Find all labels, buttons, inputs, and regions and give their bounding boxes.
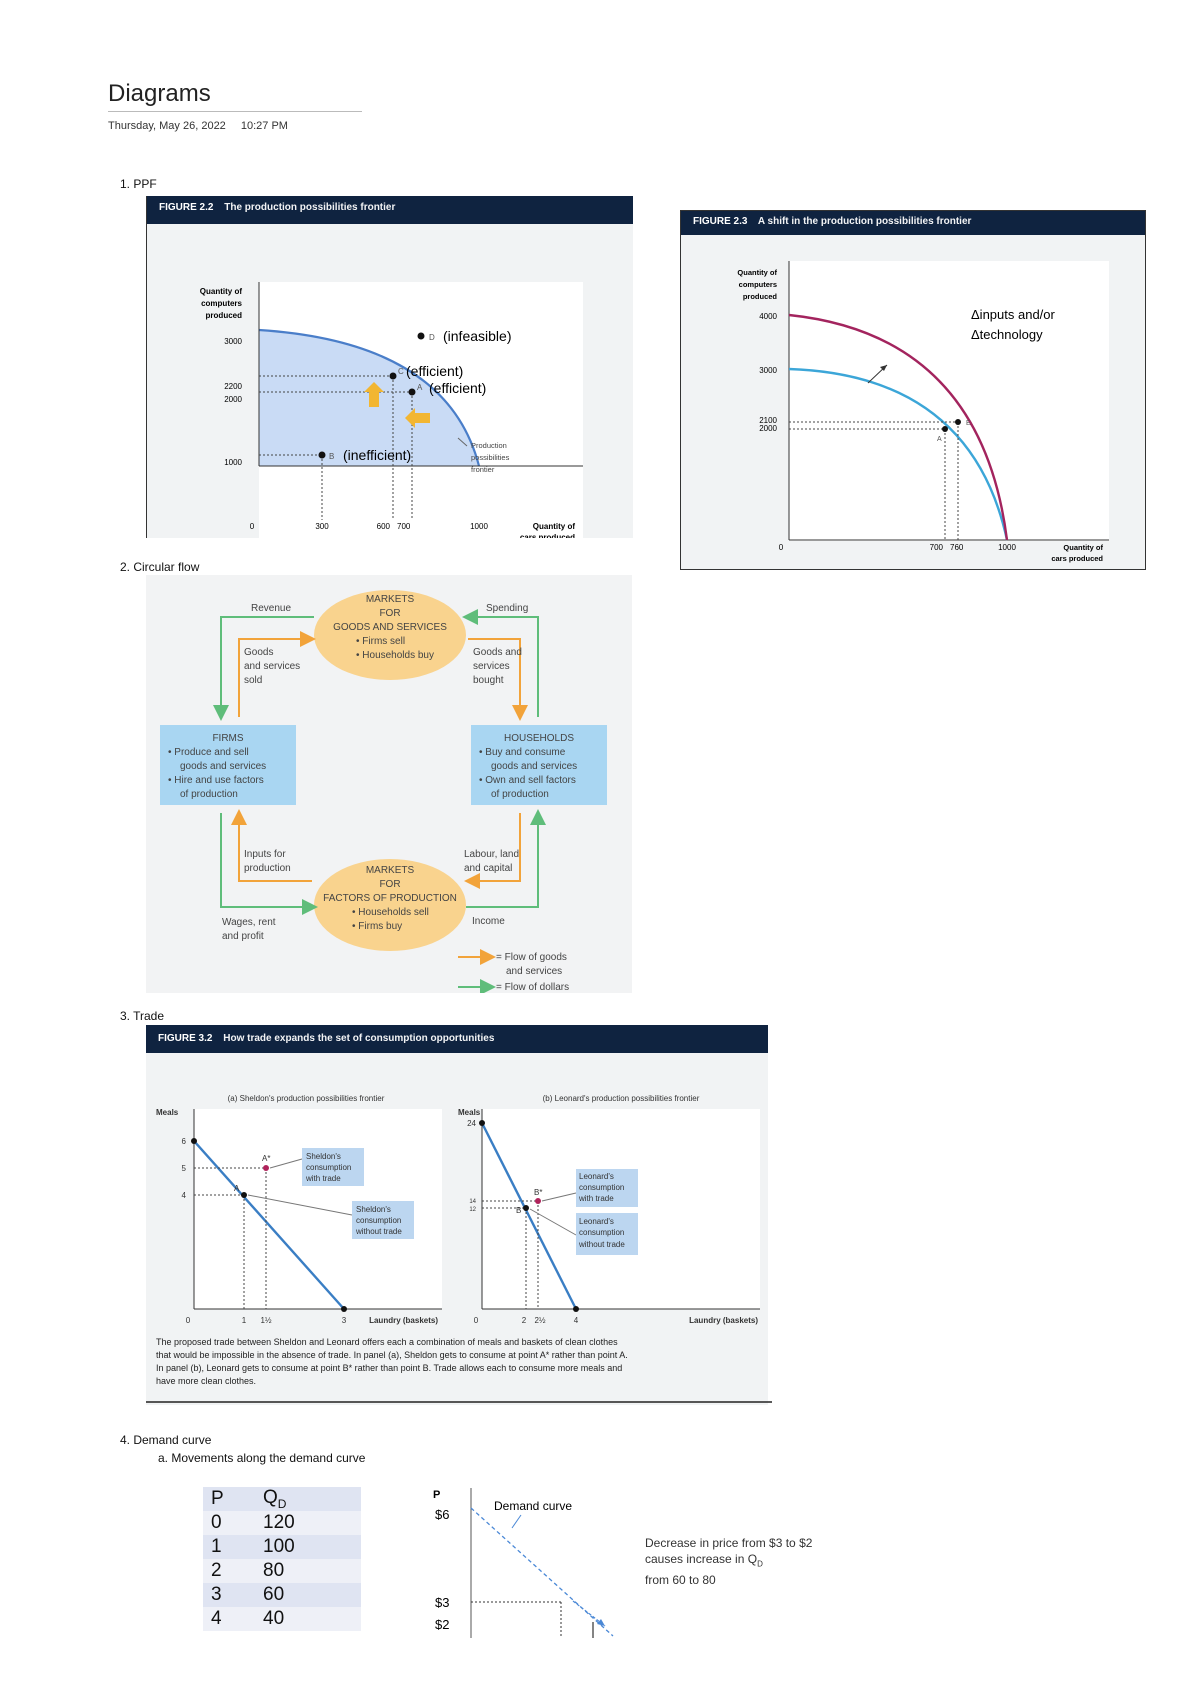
goods-market-line: FOR <box>379 608 401 619</box>
table-row <box>203 1559 361 1583</box>
goods-sold-label: and services <box>244 661 301 672</box>
leonard-without-trade: without trade <box>579 1240 625 1249</box>
panel-b-ylabel: Meals <box>458 1108 481 1117</box>
y-tick: 12 <box>469 1207 476 1213</box>
firms-line: • Hire and use factors <box>168 775 264 786</box>
x-tick: 700 <box>929 543 943 552</box>
y-tick: 2200 <box>224 382 242 391</box>
x-tick: 2½ <box>534 1316 546 1325</box>
demand-curve-line <box>471 1508 613 1636</box>
table-row <box>203 1511 361 1535</box>
cell-q: 40 <box>255 1607 361 1631</box>
goods-bought-label: services <box>473 661 510 672</box>
ppf-shift-chart <box>681 235 1145 569</box>
y-axis-label-1: Quantity of <box>737 268 777 277</box>
x-axis-label-2: cars produced <box>519 533 575 538</box>
factor-market-line: FACTORS OF PRODUCTION <box>323 893 457 904</box>
spending-label: Spending <box>486 603 529 614</box>
x-tick: 0 <box>249 522 255 531</box>
point-e <box>955 419 961 425</box>
firms-line: of production <box>180 789 238 800</box>
inputs-label: production <box>244 863 291 874</box>
income-label: Income <box>472 916 505 927</box>
inputs-label: Inputs for <box>244 849 286 860</box>
table-row <box>203 1607 361 1631</box>
goods-sold-label: sold <box>244 675 263 686</box>
y-tick: 6 <box>181 1137 186 1146</box>
y-tick: 3000 <box>759 366 777 375</box>
figure-2-3 <box>680 210 1146 570</box>
labour-label: and capital <box>464 863 513 874</box>
label-a: A <box>234 1184 240 1193</box>
cell-q: 80 <box>255 1559 361 1583</box>
panel-a-title: (a) Sheldon's production possibilities frontier <box>227 1094 385 1103</box>
label-c: C <box>398 367 404 376</box>
label-b: B <box>516 1206 522 1215</box>
y-tick: 2000 <box>759 424 777 433</box>
header-p: P <box>203 1487 255 1511</box>
circular-flow-diagram <box>146 575 632 993</box>
point-a <box>241 1192 247 1198</box>
annot-d: (infeasible) <box>443 328 512 344</box>
wages-label: and profit <box>222 931 264 942</box>
leonard-with-trade: consumption <box>579 1183 625 1192</box>
label-b: B <box>329 452 335 461</box>
title-divider <box>108 111 362 112</box>
label-d: D <box>429 333 435 342</box>
figure-number: FIGURE 3.2 <box>158 1033 213 1044</box>
y-tick: 2100 <box>759 416 777 425</box>
y-axis-label-2: computers <box>738 280 777 289</box>
note-line-subscript: D <box>757 1559 763 1569</box>
fig32-caption-line: have more clean clothes. <box>156 1376 257 1386</box>
demand-curve-svg <box>425 1488 625 1638</box>
factor-market-line: MARKETS <box>365 865 415 876</box>
figure-caption: A shift in the production possibilities frontier <box>757 216 972 227</box>
firms-line: • Produce and sell <box>168 747 249 758</box>
households-line: • Buy and consume <box>479 747 566 758</box>
fig32-caption-line: The proposed trade between Sheldon and Leonard offers each a combination of meals and baskets of clean clothes <box>156 1337 618 1347</box>
p-axis-label: P <box>433 1489 441 1501</box>
x-tick: 1000 <box>470 522 488 531</box>
x-tick: 2 <box>521 1316 527 1325</box>
households-line: of production <box>491 789 549 800</box>
shift-annotation-1: Δinputs and/or <box>971 307 1055 322</box>
firms-line: FIRMS <box>212 733 244 744</box>
annot-c: (efficient) <box>406 363 464 379</box>
header-q-subscript: D <box>277 1496 287 1511</box>
sheldon-without-trade: Sheldon's <box>356 1205 391 1214</box>
page-title: Diagrams <box>108 80 211 107</box>
panel-a-ylabel: Meals <box>156 1108 179 1117</box>
factor-market-line: • Firms buy <box>352 921 403 932</box>
fig32-caption-line: that would be impossible in the absence of trade. In panel (a), Sheldon gets to consume at point A* rather than point A. <box>156 1350 628 1360</box>
panel-b-title: (b) Leonard's production possibilities frontier <box>542 1094 700 1103</box>
sheldon-with-trade: consumption <box>306 1163 352 1172</box>
x-tick: 0 <box>185 1316 191 1325</box>
sheldon-with-trade: Sheldon's <box>306 1152 341 1161</box>
header-q-text: Q <box>263 1487 278 1509</box>
header-q <box>255 1487 361 1511</box>
x-tick: 760 <box>950 543 964 552</box>
point-a <box>409 389 416 396</box>
label-a: A <box>937 436 942 443</box>
y-tick: 24 <box>467 1119 476 1128</box>
legend-goods: and services <box>506 966 563 977</box>
goods-market-line: • Households buy <box>356 650 434 661</box>
figure-header <box>681 211 1145 235</box>
wages-label: Wages, rent <box>222 917 276 928</box>
x-axis-label-1: Quantity of <box>1063 543 1103 552</box>
note-line-text: causes increase in Q <box>645 1552 758 1566</box>
demand-schedule-table <box>203 1487 361 1631</box>
y-tick: 5 <box>181 1164 186 1173</box>
leonard-without-trade: Leonard's <box>579 1217 614 1226</box>
table-row <box>203 1535 361 1559</box>
figure-number: FIGURE 2.2 <box>159 202 214 213</box>
goods-sold-label: Goods <box>244 647 274 658</box>
annot-a: (efficient) <box>429 380 487 396</box>
section-trade: 3. Trade <box>120 1009 165 1023</box>
subsection-movements: a. Movements along the demand curve <box>158 1451 366 1465</box>
point-b <box>523 1205 529 1211</box>
factor-market-line: FOR <box>379 879 401 890</box>
sheldon-without-trade: without trade <box>356 1227 402 1236</box>
y-tick: 2000 <box>224 395 242 404</box>
table-header-row <box>203 1487 361 1511</box>
point-d <box>418 333 425 340</box>
factor-market-line: • Households sell <box>352 907 429 918</box>
goods-bought-label: bought <box>473 675 504 686</box>
label-a: A <box>417 383 423 392</box>
panel-a-xlabel: Laundry (baskets) <box>369 1316 438 1325</box>
panel-b-xlabel: Laundry (baskets) <box>689 1316 758 1325</box>
labour-label: Labour, land <box>464 849 520 860</box>
circular-flow-svg <box>146 575 632 993</box>
ppf-chart <box>147 224 633 538</box>
cell-p: 0 <box>203 1511 255 1535</box>
section-ppf: 1. PPF <box>120 177 157 191</box>
cell-p: 1 <box>203 1535 255 1559</box>
sheldon-with-trade: with trade <box>306 1174 341 1183</box>
x-axis-label-2: cars produced <box>1051 554 1103 563</box>
point-b <box>319 452 326 459</box>
demand-curve-label: Demand curve <box>494 1499 573 1513</box>
sheldon-without-trade: consumption <box>356 1216 402 1225</box>
cell-q: 120 <box>255 1511 361 1535</box>
households-line: • Own and sell factors <box>479 775 576 786</box>
goods-bought-label: Goods and <box>473 647 522 658</box>
x-axis-label-1: Quantity of <box>532 522 575 531</box>
cell-p: 3 <box>203 1583 255 1607</box>
curve-label-3: frontier <box>471 465 495 474</box>
demand-curve-graph <box>425 1488 625 1638</box>
date-text: Thursday, May 26, 2022 <box>108 120 226 132</box>
curve-label-1: Production <box>471 441 507 450</box>
y-axis-label-2: computers <box>201 299 242 308</box>
cell-q: 60 <box>255 1583 361 1607</box>
annot-b: (inefficient) <box>343 447 412 463</box>
y-tick: 4 <box>181 1191 186 1200</box>
leonard-without-trade: consumption <box>579 1228 625 1237</box>
households-line: HOUSEHOLDS <box>503 733 575 744</box>
y-tick: 1000 <box>224 458 242 467</box>
price-tick-2: $2 <box>435 1617 450 1632</box>
goods-market-line: MARKETS <box>365 594 415 605</box>
figure-caption: The production possibilities frontier <box>224 202 396 213</box>
figure-caption: How trade expands the set of consumption opportunities <box>223 1033 495 1044</box>
page-date <box>108 120 300 132</box>
y-tick: 3000 <box>224 337 242 346</box>
leonard-with-trade: Leonard's <box>579 1172 614 1181</box>
x-tick: 3 <box>341 1316 347 1325</box>
x-tick: 0 <box>473 1316 479 1325</box>
fig32-caption-line: In panel (b), Leonard gets to consume at point B* rather than point B. Trade allows each to consume more meals and <box>156 1363 623 1373</box>
table <box>203 1487 361 1631</box>
y-axis-label-3: produced <box>205 311 242 320</box>
note-line: from 60 to 80 <box>645 1573 716 1588</box>
note-line: Decrease in price from $3 to $2 <box>645 1536 813 1550</box>
table-row <box>203 1583 361 1607</box>
y-tick: 14 <box>469 1199 476 1205</box>
figure-3-2 <box>146 1025 772 1405</box>
households-line: goods and services <box>491 761 578 772</box>
time-text: 10:27 PM <box>240 120 288 132</box>
cell-q: 100 <box>255 1535 361 1559</box>
x-tick: 300 <box>315 522 329 531</box>
trade-chart <box>146 1053 772 1405</box>
note-line <box>645 1551 812 1572</box>
cell-p: 4 <box>203 1607 255 1631</box>
y-axis-label-1: Quantity of <box>199 287 242 296</box>
y-tick: 4000 <box>759 312 777 321</box>
x-tick: 1 <box>241 1316 247 1325</box>
label-e: E <box>966 420 971 427</box>
firms-line: goods and services <box>180 761 267 772</box>
goods-market-line: • Firms sell <box>356 636 406 647</box>
x-tick: 600 <box>376 522 390 531</box>
x-tick: 1000 <box>998 543 1016 552</box>
point-b-star <box>535 1198 541 1204</box>
price-tick-3: $3 <box>435 1595 450 1610</box>
point-c <box>390 373 397 380</box>
cell-p: 2 <box>203 1559 255 1583</box>
x-tick: 0 <box>778 543 784 552</box>
figure-2-2 <box>146 196 633 538</box>
price-tick-6: $6 <box>435 1507 450 1522</box>
point-a-star <box>263 1165 269 1171</box>
shift-annotation-2: Δtechnology <box>971 327 1043 342</box>
leonard-with-trade: with trade <box>579 1194 614 1203</box>
x-tick: 1½ <box>260 1316 272 1325</box>
legend-dollars: = Flow of dollars <box>496 982 570 993</box>
x-tick: 4 <box>573 1316 579 1325</box>
label-a-star: A* <box>262 1154 271 1163</box>
section-demand-curve: 4. Demand curve <box>120 1433 212 1447</box>
figure-header <box>146 1025 768 1053</box>
demand-note <box>645 1535 812 1588</box>
label-b-star: B* <box>534 1188 543 1197</box>
figure-number: FIGURE 2.3 <box>693 216 748 227</box>
curve-label-2: possibilities <box>471 453 510 462</box>
y-axis-label-3: produced <box>742 292 777 301</box>
point-a <box>942 426 948 432</box>
x-tick: 700 <box>397 522 411 531</box>
legend-goods: = Flow of goods <box>496 952 567 963</box>
figure-header <box>147 196 633 224</box>
section-circular-flow: 2. Circular flow <box>120 560 200 574</box>
goods-market-line: GOODS AND SERVICES <box>333 622 447 633</box>
revenue-label: Revenue <box>251 603 292 614</box>
